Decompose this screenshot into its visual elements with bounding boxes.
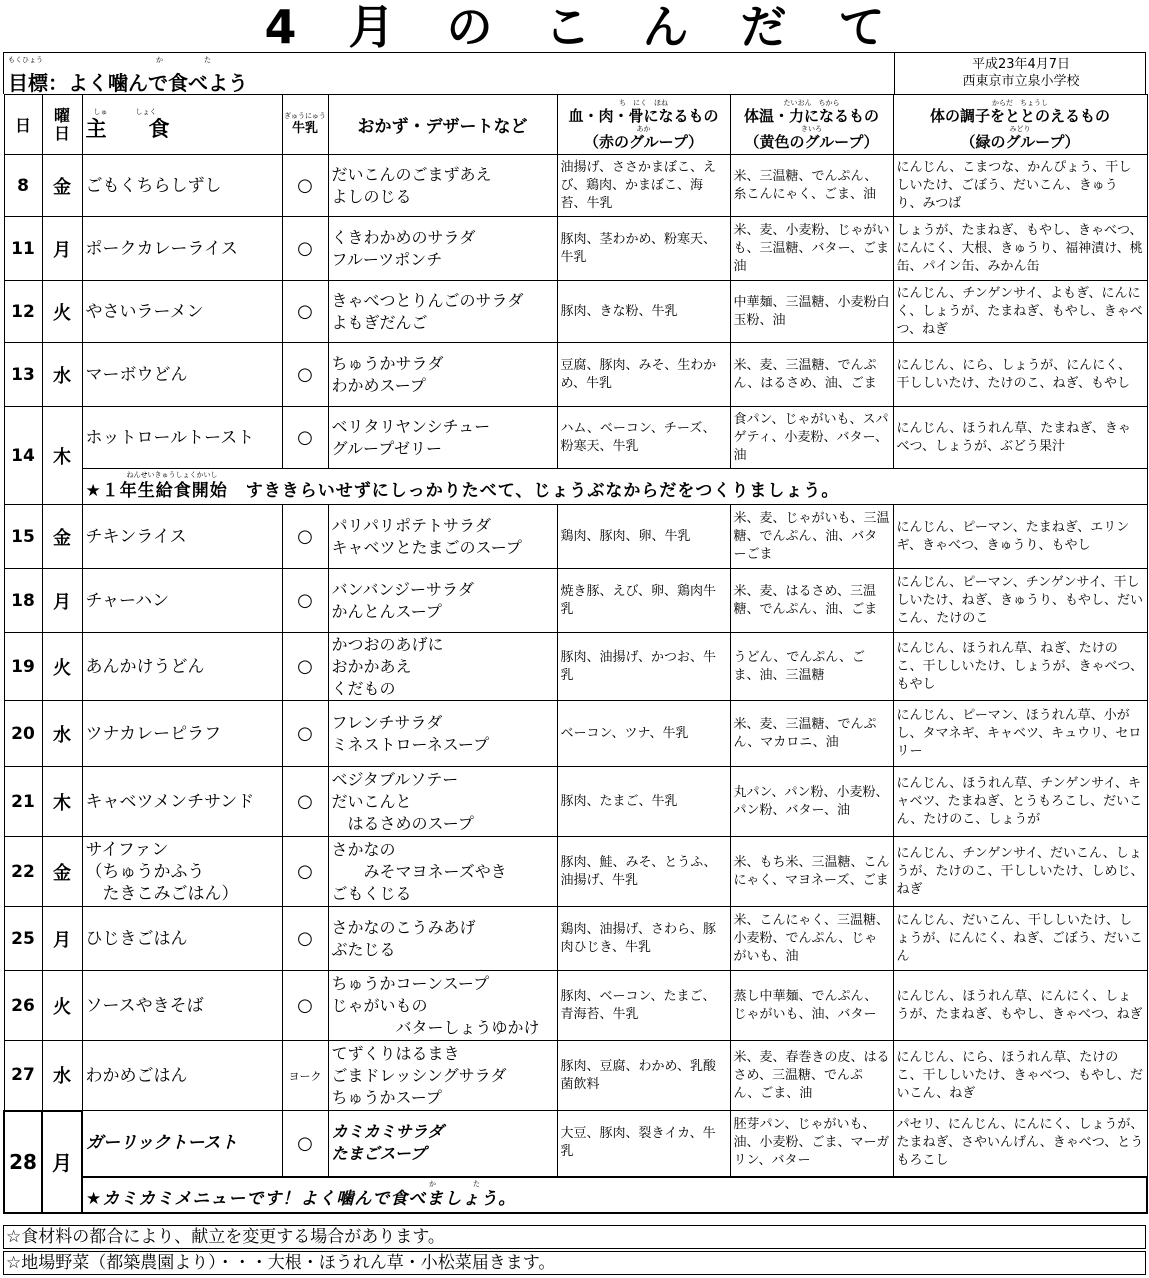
col-red-sub-ruby: あか — [636, 124, 651, 133]
table-row — [4, 281, 1147, 343]
main-dish-cell — [82, 343, 282, 407]
header — [3, 52, 1146, 94]
table-row — [4, 837, 1147, 907]
side-dish-line: きゃべつとりんごのサラダ — [331, 290, 524, 310]
table-row — [4, 701, 1147, 767]
red-group-cell: 豚肉、油揚げ、かつお、牛乳 — [557, 633, 730, 701]
weekday-cell: 水 — [42, 1041, 82, 1111]
goal-ruby-3: た — [204, 56, 211, 64]
main-dish-line: わかめごはん — [85, 1065, 188, 1086]
red-group-cell: 鶏肉、油揚げ、さわら、豚肉ひじき、牛乳 — [557, 907, 730, 971]
note-chewing-ruby-2: た — [473, 1179, 480, 1188]
side-dish-line: ミネストローネスープ — [331, 734, 490, 754]
green-group-cell: にんじん、ピーマン、ほうれん草、小がし、タマネギ、キャベツ、キュウリ、セロリー — [893, 701, 1147, 767]
yellow-group-cell: 蒸し中華麺、でんぷん、じゃがいも、油、バター — [730, 971, 893, 1041]
col-green-ruby: からだ ちょうし — [992, 98, 1048, 107]
col-green — [893, 95, 1147, 155]
main-dish-line: たきこみごはん） — [85, 883, 239, 904]
side-dish-cell — [328, 767, 557, 837]
col-milk-ruby: ぎゅうにゅう — [284, 111, 326, 120]
yellow-group-cell: 米、こんにゃく、三温糖、小麦粉、でんぷん、じゃがいも、油 — [730, 907, 893, 971]
day-cell: 18 — [4, 569, 42, 633]
main-dish-line: ガーリックトースト — [86, 1133, 238, 1154]
main-dish-cell — [82, 1111, 282, 1177]
side-dish-line: バターしょうゆかけ — [331, 1017, 540, 1037]
main-dish-cell — [82, 407, 282, 469]
main-dish-line: サイファン — [85, 839, 169, 860]
main-dish-cell — [82, 281, 282, 343]
milk-cell: ○ — [282, 907, 328, 971]
side-dish-cell — [328, 155, 557, 217]
day-cell: 22 — [4, 837, 42, 907]
note-chewing-menu — [82, 1177, 1147, 1213]
side-dish-line: よもぎだんご — [331, 312, 428, 332]
green-group-cell: にんじん、にら、ほうれん草、たけのこ、干ししいたけ、きゃべつ、もやし、だいこん、ねぎ — [893, 1041, 1147, 1111]
col-red-ruby: ち にく ほね — [619, 98, 668, 107]
col-yellow — [730, 95, 893, 155]
col-green-sub: （緑のグループ） — [960, 132, 1080, 151]
table-row — [4, 343, 1147, 407]
red-group-cell: 鶏肉、豚肉、卵、牛乳 — [557, 505, 730, 569]
weekday-cell: 金 — [42, 505, 82, 569]
main-dish-cell — [82, 505, 282, 569]
day-cell: 11 — [4, 217, 42, 281]
milk-cell: ○ — [282, 767, 328, 837]
side-dish-cell — [328, 569, 557, 633]
red-group-cell: 豚肉、きな粉、牛乳 — [557, 281, 730, 343]
red-group-cell: 焼き豚、えび、卵、鶏肉牛乳 — [557, 569, 730, 633]
side-dish-line: さかなの — [331, 839, 396, 859]
day-cell: 20 — [4, 701, 42, 767]
side-dish-cell — [328, 407, 557, 469]
main-dish-cell — [82, 767, 282, 837]
goal-label: 目標 — [8, 71, 48, 95]
table-row — [4, 505, 1147, 569]
green-group-cell: パセリ、にんじん、にんにく、しょうが、たまねぎ、さやいんげん、きゃべつ、とうもろこし — [893, 1111, 1147, 1177]
red-group-cell: 豚肉、豆腐、わかめ、乳酸菌飲料 — [557, 1041, 730, 1111]
col-main — [82, 95, 282, 155]
red-group-cell: 豚肉、ベーコン、たまご、青海苔、牛乳 — [557, 971, 730, 1041]
milk-cell: ○ — [282, 633, 328, 701]
footer-note-1: ☆食材料の都合により、献立を変更する場合があります。 — [3, 1225, 1146, 1249]
table-row — [4, 767, 1147, 837]
side-dish-line: くきわかめのサラダ — [331, 227, 476, 247]
note-text: ★１年生給食開始 すききらいせずにしっかりたべて、じょうぶなからだをつくりましょう。 — [85, 481, 840, 501]
side-dish-cell — [328, 971, 557, 1041]
main-dish-cell — [82, 701, 282, 767]
side-dish-line: バンバンジーサラダ — [331, 579, 474, 599]
day-cell: 19 — [4, 633, 42, 701]
note-chewing-ruby-1: か — [429, 1179, 436, 1188]
day-cell: 27 — [4, 1041, 42, 1111]
main-dish-cell — [82, 1041, 282, 1111]
side-dish-cell — [328, 1111, 557, 1177]
col-red-sub: （赤のグループ） — [584, 132, 703, 151]
weekday-cell: 水 — [42, 343, 82, 407]
main-dish-line: やさいラーメン — [85, 301, 204, 322]
col-yellow-sub-ruby: きいろ — [801, 124, 822, 133]
red-group-cell: 豚肉、茎わかめ、粉寒天、牛乳 — [557, 217, 730, 281]
col-yellow-sub: （黄色のグループ） — [744, 132, 879, 151]
side-dish-line: ごもくじる — [331, 883, 412, 903]
red-group-cell: 豆腐、豚肉、みそ、生わかめ、牛乳 — [557, 343, 730, 407]
weekday-cell: 木 — [42, 767, 82, 837]
main-dish-cell — [82, 569, 282, 633]
main-dish-cell — [82, 837, 282, 907]
main-dish-line: ひじきごはん — [85, 928, 188, 949]
yellow-group-cell: 米、もち米、三温糖、こんにゃく、マヨネーズ、ごま — [730, 837, 893, 907]
green-group-cell: にんじん、ピーマン、たまねぎ、エリンギ、きゃべつ、きゅうり、もやし — [893, 505, 1147, 569]
green-group-cell: にんじん、チンゲンサイ、よもぎ、にんにく、しょうが、たまねぎ、もやし、きゃべつ、ねぎ — [893, 281, 1147, 343]
table-row — [4, 155, 1147, 217]
side-dish-line: てずくりはるまき — [331, 1043, 460, 1063]
red-group-cell: 豚肉、鮭、みそ、とうふ、油揚げ、牛乳 — [557, 837, 730, 907]
side-dish-line: ベリタリヤンシチュー — [331, 416, 491, 436]
table-row — [4, 971, 1147, 1041]
goal-ruby-1: もくひょう — [8, 56, 43, 64]
side-dish-line: フルーツポンチ — [331, 249, 443, 269]
main-dish-line: ソースやきそば — [85, 995, 204, 1016]
day-cell: 12 — [4, 281, 42, 343]
green-group-cell: にんじん、ほうれん草、にんにく、しょうが、たまねぎ、もやし、きゃべつ、ねぎ — [893, 971, 1147, 1041]
yellow-group-cell: 米、麦、春巻きの皮、はるさめ、三温糖、でんぷん、ごま、油 — [730, 1041, 893, 1111]
day-cell: 13 — [4, 343, 42, 407]
side-dish-cell — [328, 281, 557, 343]
main-dish-line: マーボウどん — [85, 364, 188, 385]
green-group-cell: にんじん、だいこん、干ししいたけ、しょうが、にんにく、ねぎ、ごぼう、だいこん — [893, 907, 1147, 971]
side-dish-line: おかかあえ — [331, 656, 412, 676]
col-dow-label: 曜日 — [54, 105, 71, 143]
side-dish-line: わかめスープ — [331, 375, 426, 395]
day-cell: 8 — [4, 155, 42, 217]
side-dish-cell — [328, 907, 557, 971]
day-cell: 15 — [4, 505, 42, 569]
col-milk — [282, 95, 328, 155]
green-group-cell: にんじん、チンゲンサイ、だいこん、しょうが、たけのこ、干ししいたけ、しめじ、ねぎ — [893, 837, 1147, 907]
yellow-group-cell: 米、麦、三温糖、でんぷん、はるさめ、油、ごま — [730, 343, 893, 407]
weekday-cell: 月 — [42, 1111, 82, 1213]
main-dish-cell — [82, 155, 282, 217]
weekday-cell: 月 — [42, 907, 82, 971]
header-row — [4, 95, 1147, 155]
side-dish-cell — [328, 837, 557, 907]
side-dish-line: フレンチサラダ — [331, 712, 443, 732]
note-row — [4, 469, 1147, 505]
yellow-group-cell: うどん、でんぷん、ごま、油、三温糖 — [730, 633, 893, 701]
main-dish-cell — [82, 217, 282, 281]
main-dish-line: ホットロールトースト — [85, 427, 255, 448]
table-row — [4, 633, 1147, 701]
red-group-cell: 豚肉、たまご、牛乳 — [557, 767, 730, 837]
side-dish-line: だいこんのごまずあえ — [331, 164, 492, 184]
side-dish-line: ちゅうかサラダ — [331, 353, 444, 373]
goal-text: ：よく噛んで食べよう — [48, 71, 248, 95]
side-dish-cell — [328, 343, 557, 407]
note-first-graders — [82, 469, 1147, 505]
milk-cell: ○ — [282, 407, 328, 469]
main-dish-line: ツナカレーピラフ — [85, 723, 222, 744]
main-dish-cell — [82, 907, 282, 971]
note-first-graders-ruby: ねんせいきゅうしょくかいし — [126, 471, 218, 479]
milk-cell: ○ — [282, 701, 328, 767]
milk-cell: ○ — [282, 343, 328, 407]
day-cell: 25 — [4, 907, 42, 971]
side-dish-cell — [328, 505, 557, 569]
weekday-cell: 火 — [42, 971, 82, 1041]
side-dish-line: カミカミサラダ — [331, 1122, 444, 1142]
main-dish-line: ポークカレーライス — [85, 238, 238, 259]
main-dish-line: キャベツメンチサンド — [85, 791, 255, 812]
side-dish-line: よしのじる — [331, 186, 412, 206]
side-dish-line: グループゼリー — [331, 438, 443, 458]
yellow-group-cell: 米、麦、三温糖、でんぷん、マカロニ、油 — [730, 701, 893, 767]
green-group-cell: にんじん、こまつな、かんぴょう、干ししいたけ、ごぼう、だいこん、きゅうり、みつば — [893, 155, 1147, 217]
side-dish-line: ベジタブルソテー — [331, 769, 459, 789]
school-name: 西東京市立泉小学校 — [962, 74, 1080, 89]
red-group-cell: 大豆、豚肉、裂きイカ、牛乳 — [557, 1111, 730, 1177]
main-dish-line: チャーハン — [85, 590, 170, 611]
green-group-cell: しょうが、たまねぎ、もやし、きゃべつ、にんにく、大根、きゅうり、福神漬け、桃缶、パイン缶、みかん缶 — [893, 217, 1147, 281]
side-dish-line: たまごスープ — [331, 1144, 426, 1164]
weekday-cell: 火 — [42, 633, 82, 701]
main-dish-line: （ちゅうかふう — [85, 861, 205, 882]
weekday-cell: 木 — [42, 407, 82, 505]
col-day: 日 — [4, 95, 42, 155]
side-dish-line: ぶたじる — [331, 939, 396, 959]
main-dish-line: あんかけうどん — [85, 656, 205, 677]
side-dish-line: じゃがいもの — [331, 995, 428, 1015]
weekday-cell: 月 — [42, 569, 82, 633]
weekday-cell: 火 — [42, 281, 82, 343]
table-row — [4, 1041, 1147, 1111]
col-main-ruby: しゅ しょく — [93, 107, 157, 116]
side-dish-line: だいこんと — [331, 791, 412, 811]
yellow-group-cell: 胚芽パン、じゃがいも、油、小麦粉、ごま、マーガリン、バター — [730, 1111, 893, 1177]
green-group-cell: にんじん、にら、しょうが、にんにく、干ししいたけ、たけのこ、ねぎ、もやし — [893, 343, 1147, 407]
side-dish-cell — [328, 633, 557, 701]
side-dish-line: さかなのこうみあげ — [331, 917, 476, 937]
milk-cell: ○ — [282, 505, 328, 569]
table-row — [4, 1111, 1147, 1177]
goal — [8, 67, 248, 96]
main-dish-line: ごもくちらしずし — [85, 175, 222, 196]
footer-note-2: ☆地場野菜（都築農園より）・・・大根・ほうれん草・小松菜届きます。 — [3, 1251, 1146, 1275]
menu-table — [3, 94, 1148, 1214]
main-dish-cell — [82, 633, 282, 701]
red-group-cell: ハム、ベーコン、チーズ、粉寒天、牛乳 — [557, 407, 730, 469]
col-dow — [42, 95, 82, 155]
milk-cell: ○ — [282, 155, 328, 217]
yellow-group-cell: 米、麦、はるさめ、三温糖、でんぷん、油、ごま — [730, 569, 893, 633]
page-title: 4月のこんだて — [264, 0, 937, 54]
green-group-cell: にんじん、ほうれん草、チンゲンサイ、キャベツ、たまねぎ、とうもろこし、だいこん、たけのこ、しょうが — [893, 767, 1147, 837]
yellow-group-cell: 米、麦、じゃがいも、三温糖、でんぷん、油、バターごま — [730, 505, 893, 569]
col-green-label: 体の調子をととのえるもの — [929, 106, 1110, 125]
col-red-label: 血・肉・骨になるもの — [568, 106, 719, 125]
side-dish-cell — [328, 1041, 557, 1111]
col-green-sub-ruby: みどり — [1009, 124, 1031, 133]
table-row — [4, 569, 1147, 633]
side-dish-line: ちゅうかスープ — [331, 1087, 442, 1107]
col-milk-label: 牛乳 — [291, 120, 318, 136]
weekday-cell: 水 — [42, 701, 82, 767]
milk-cell: ヨーク — [282, 1041, 328, 1111]
side-dish-cell — [328, 701, 557, 767]
side-dish-line: くだもの — [331, 678, 396, 698]
day-cell: 21 — [4, 767, 42, 837]
side-dish-line: かつおのあげに — [331, 634, 444, 654]
yellow-group-cell: 米、三温糖、でんぷん、糸こんにゃく、ごま、油 — [730, 155, 893, 217]
yellow-group-cell: 中華麺、三温糖、小麦粉白玉粉、油 — [730, 281, 893, 343]
day-cell: 26 — [4, 971, 42, 1041]
menu-body — [4, 155, 1147, 1213]
table-row — [4, 407, 1147, 469]
side-dish-line: みそマヨネーズやき — [331, 861, 507, 881]
issue-date: 平成23年4月7日 — [971, 57, 1071, 72]
header-right — [894, 53, 1147, 95]
milk-cell: ○ — [282, 1111, 328, 1177]
day-cell: 14 — [4, 407, 42, 505]
green-group-cell: にんじん、ほうれん草、ねぎ、たけのこ、干ししいたけ、しょうが、きゃべつ、もやし — [893, 633, 1147, 701]
milk-cell: ○ — [282, 971, 328, 1041]
milk-cell: ○ — [282, 569, 328, 633]
green-group-cell: にんじん、ほうれん草、たまねぎ、きゃべつ、しょうが、ぶどう果汁 — [893, 407, 1147, 469]
yellow-group-cell: 米、麦、小麦粉、じゃがいも、三温糖、バター、ごま油 — [730, 217, 893, 281]
yellow-group-cell: 食パン、じゃがいも、スパゲティ、小麦粉、バター、油 — [730, 407, 893, 469]
yellow-group-cell: 丸パン、パン粉、小麦粉、パン粉、バター、油 — [730, 767, 893, 837]
side-dish-line: パリパリポテトサラダ — [331, 515, 491, 535]
weekday-cell: 月 — [42, 217, 82, 281]
day-cell: 28 — [4, 1111, 42, 1213]
weekday-cell: 金 — [42, 837, 82, 907]
side-dish-line: かんとんスープ — [331, 601, 442, 621]
weekday-cell: 金 — [42, 155, 82, 217]
main-dish-line: チキンライス — [85, 526, 187, 547]
col-side: おかず・デザートなど — [328, 95, 557, 155]
side-dish-line: キャベツとたまごのスープ — [331, 537, 522, 557]
note-row — [4, 1177, 1147, 1213]
main-dish-cell — [82, 971, 282, 1041]
milk-cell: ○ — [282, 837, 328, 907]
milk-cell: ○ — [282, 281, 328, 343]
col-yellow-ruby: たいおん ちから — [783, 98, 840, 107]
red-group-cell: ベーコン、ツナ、牛乳 — [557, 701, 730, 767]
side-dish-cell — [328, 217, 557, 281]
col-yellow-label: 体温・力になるもの — [743, 106, 879, 125]
side-dish-line: はるさめのスープ — [331, 813, 474, 833]
green-group-cell: にんじん、ピーマン、チンゲンサイ、干ししいたけ、ねぎ、きゅうり、もやし、だいこん、たけのこ — [893, 569, 1147, 633]
side-dish-line: ちゅうかコーンスープ — [331, 973, 490, 993]
table-row — [4, 907, 1147, 971]
table-row — [4, 217, 1147, 281]
goal-ruby-2: か — [156, 56, 163, 64]
col-red — [557, 95, 730, 155]
note-text: ★カミカミメニューです！よく噛んで食べましょう。 — [86, 1188, 517, 1209]
side-dish-line: ごまドレッシングサラダ — [331, 1065, 507, 1085]
col-main-label: 主 食 — [85, 116, 170, 141]
milk-cell: ○ — [282, 217, 328, 281]
red-group-cell: 油揚げ、ささかまぼこ、えび、鶏肉、かまぼこ、海苔、牛乳 — [557, 155, 730, 217]
